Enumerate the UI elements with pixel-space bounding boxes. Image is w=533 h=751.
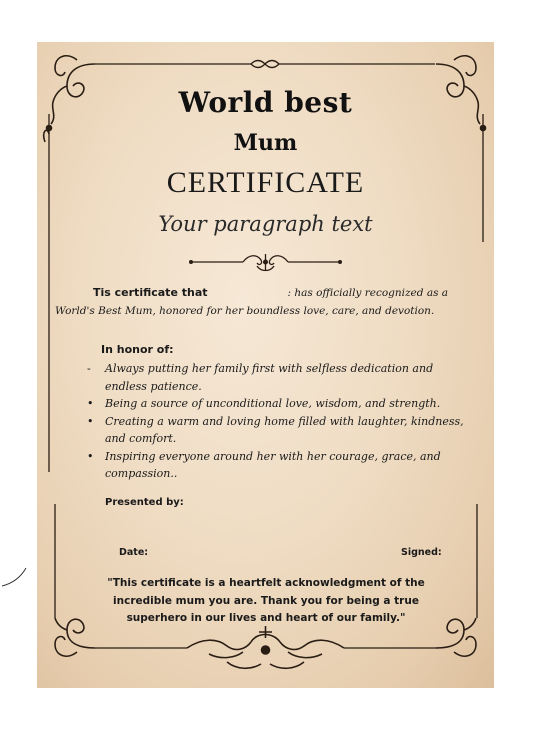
list-item [87, 448, 477, 483]
date-label: Date: [119, 547, 149, 558]
closing-statement: "This certificate is a heartfelt acknowledgment of the incredible mum you are. Thank you for being a true superhero in our lives and heart of our family." [107, 577, 425, 624]
intro-rest: : has officially recognized as a World's Best Mum, honored for her boundless love, care, and devotion. [55, 287, 449, 317]
honor-heading: In honor of: [101, 343, 174, 356]
list-marker: - [87, 362, 91, 375]
list-item [87, 360, 477, 395]
list-marker: • [87, 449, 94, 463]
certificate [37, 42, 494, 688]
honor-list [87, 360, 477, 483]
title-certificate: CERTIFICATE [166, 166, 365, 199]
title-mum: Mum [233, 130, 298, 156]
list-item [87, 395, 477, 413]
list-item-text: Always putting her family first with selfless dedication and endless patience. [105, 362, 434, 393]
ornamental-divider-icon [187, 250, 344, 274]
list-item-text: Creating a warm and loving home filled with laughter, kindness, and comfort. [105, 414, 464, 445]
signed-label: Signed: [401, 547, 442, 558]
bottom-center-flourish [187, 626, 344, 668]
list-item-text: Being a source of unconditional love, wisdom, and strength. [105, 397, 441, 410]
intro-lead: Tis certificate that [93, 286, 208, 299]
list-marker: • [87, 397, 94, 410]
subtitle-paragraph: Your paragraph text [158, 212, 373, 236]
list-item [87, 413, 477, 448]
stray-curve-mark [0, 560, 40, 600]
list-item-text: Inspiring everyone around her with her courage, grace, and compassion.. [105, 449, 441, 480]
intro-paragraph [55, 284, 465, 320]
title-world-best: World best [178, 86, 353, 119]
list-marker: • [87, 414, 94, 428]
presented-by-label: Presented by: [105, 497, 184, 508]
